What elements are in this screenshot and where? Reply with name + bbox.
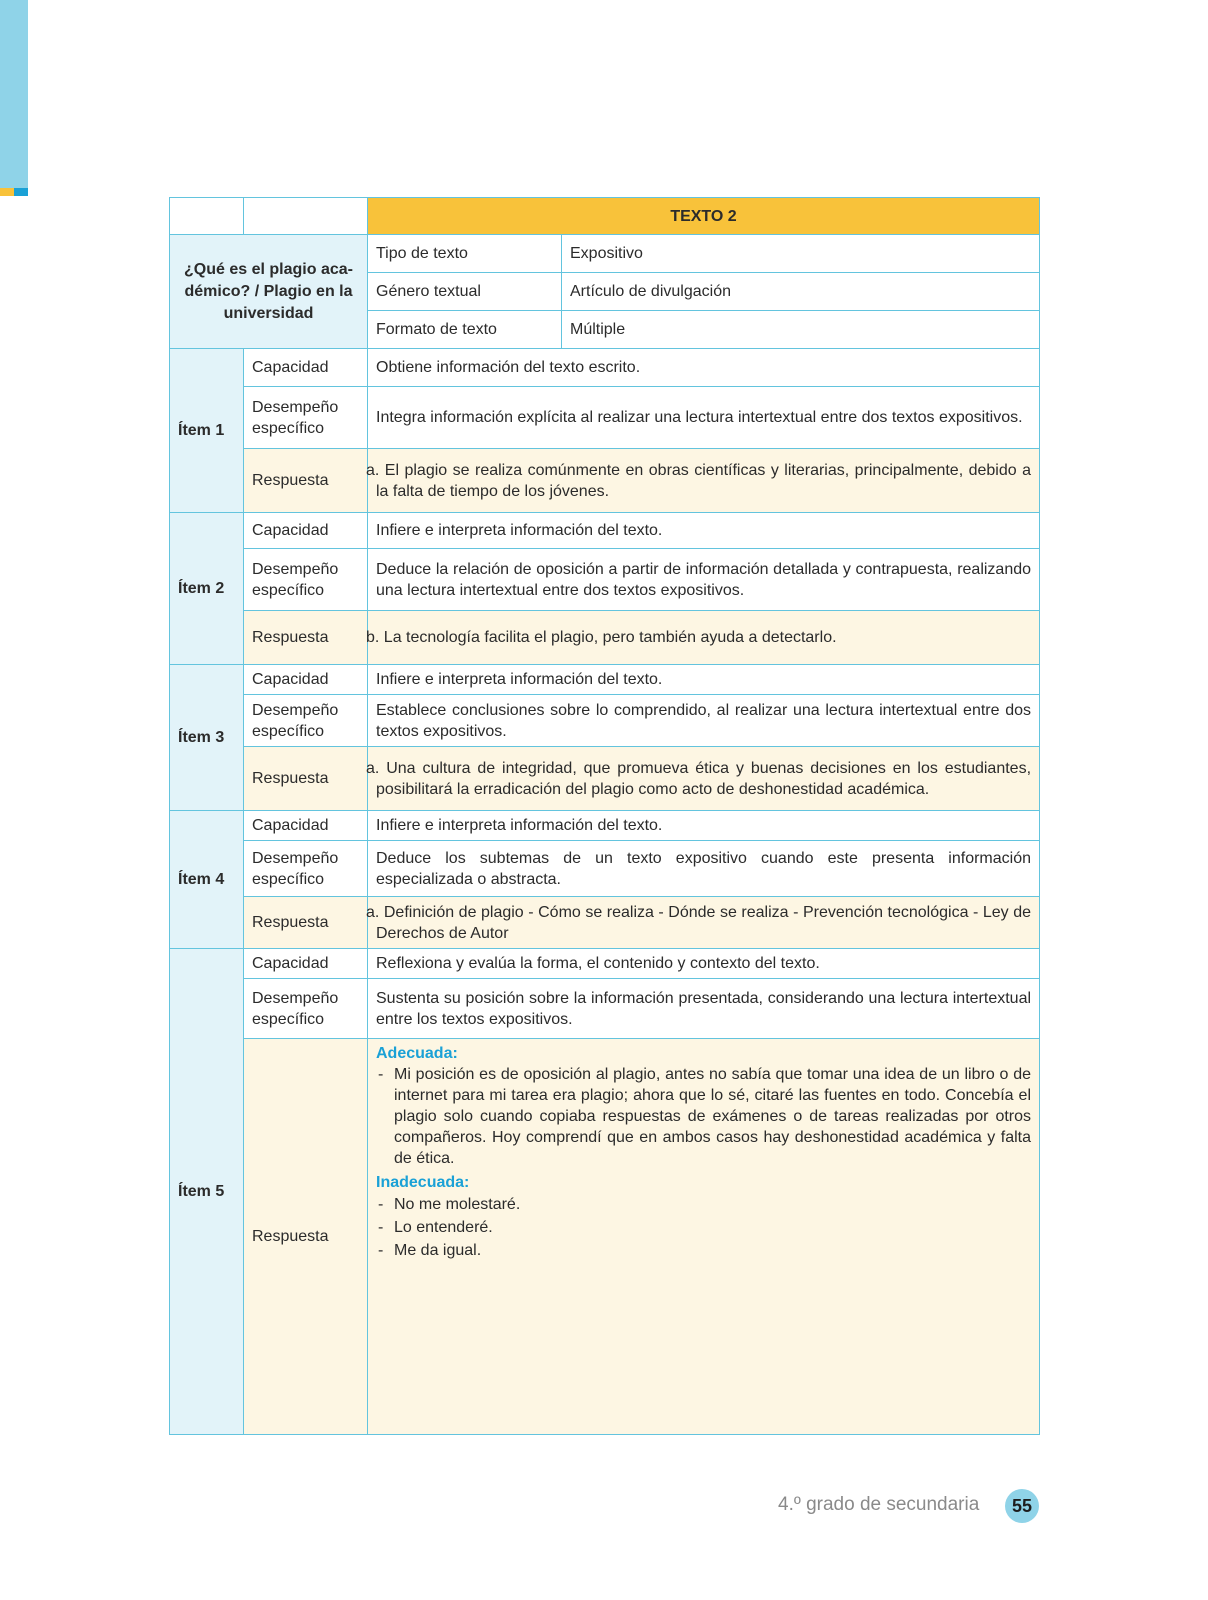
side-accent-yellow [0,188,14,196]
item-3-desempeno-label: Desempeño específico [244,695,368,747]
item-5-capacidad: Reflexiona y evalúa la forma, el contenido y contexto del texto. [368,949,1040,979]
item-3-label: Ítem 3 [170,665,244,811]
footer-grade: 4.º grado de secundaria [778,1494,980,1515]
item-1-capacidad: Obtiene información del texto escrito. [368,349,1040,387]
table-header-texto: TEXTO 2 [368,198,1040,235]
item-1-respuesta: a. El plagio se realiza comúnmente en obras científicas y literarias, principalmente, debido a la falta de tiempo de los jóvenes. [368,449,1040,513]
inadecuada-heading: Inadecuada: [376,1174,470,1191]
answer-key-table [169,197,1040,1435]
item-5-desempeno-label: Desempeño específico [244,979,368,1039]
side-accent-blue [14,188,28,196]
adecuada-answer: - Mi posición es de oposición al plagio, antes no sabía que tomar una idea de un libro o de internet para mi tarea era plagio; ahora que lo sé, citaré las fuentes en todo. Concebía el plagio solo cuando copiaba respuestas de exámenes o de tareas realizadas por otros compañeros. Hoy comprendí que en ambos casos hay deshonestidad académica y falta de ética. [376,1064,1031,1169]
item-2-capacidad: Infiere e interpreta información del texto. [368,513,1040,549]
item-2-desempeno-label: Desempeño específico [244,549,368,611]
adecuada-heading: Adecuada: [376,1045,458,1062]
item-4-respuesta-label: Respuesta [244,897,368,949]
page-number: 55 [1005,1489,1039,1523]
text-title-line-3: universidad [223,304,314,322]
item-2-capacidad-label: Capacidad [244,513,368,549]
item-2-respuesta: b. La tecnología facilita el plagio, pero también ayuda a detectarlo. [368,611,1040,665]
text-title-line-1: ¿Qué es el plagio aca- [184,260,353,278]
item-3-desempeno: Establece conclusiones sobre lo comprendido, al realizar una lectura intertextual entre dos textos expositivos. [368,695,1040,747]
item-1-respuesta-label: Respuesta [244,449,368,513]
text-title-cell [170,235,368,349]
item-1-label: Ítem 1 [170,349,244,513]
item-1-capacidad-label: Capacidad [244,349,368,387]
item-2-desempeno: Deduce la relación de oposición a partir de información detallada y contrapuesta, realizando una lectura intertextual entre dos textos expositivos. [368,549,1040,611]
info-value-genero: Artículo de divulgación [562,273,1040,311]
item-5-capacidad-label: Capacidad [244,949,368,979]
item-1-desempeno-label: Desempeño específico [244,387,368,449]
item-3-respuesta-label: Respuesta [244,747,368,811]
info-label-genero: Género textual [368,273,562,311]
item-3-capacidad-label: Capacidad [244,665,368,695]
item-5-label: Ítem 5 [170,949,244,1435]
side-decoration-bar [0,0,28,188]
item-4-label: Ítem 4 [170,811,244,949]
info-label-formato: Formato de texto [368,311,562,349]
item-4-desempeno: Deduce los subtemas de un texto expositivo cuando este presenta información especializada o abstracta. [368,841,1040,897]
item-2-respuesta-label: Respuesta [244,611,368,665]
item-4-capacidad: Infiere e interpreta información del texto. [368,811,1040,841]
info-value-tipo: Expositivo [562,235,1040,273]
item-4-capacidad-label: Capacidad [244,811,368,841]
adecuada-list [376,1064,1031,1169]
item-5-desempeno: Sustenta su posición sobre la información presentada, considerando una lectura intertextual entre los textos expositivos. [368,979,1040,1039]
item-3-respuesta: a. Una cultura de integridad, que promueva ética y buenas decisiones en los estudiantes, posibilitará la erradicación del plagio como acto de deshonestidad académica. [368,747,1040,811]
item-1-desempeno: Integra información explícita al realizar una lectura intertextual entre dos textos expositivos. [368,387,1040,449]
item-5-respuesta-label: Respuesta [244,1039,368,1435]
inadecuada-list [376,1193,1031,1262]
item-5-respuesta [368,1039,1040,1435]
inadecuada-answer-3: - Me da igual. [376,1239,1031,1262]
item-4-desempeno-label: Desempeño específico [244,841,368,897]
item-2-label: Ítem 2 [170,513,244,665]
info-label-tipo: Tipo de texto [368,235,562,273]
inadecuada-answer-2: - Lo entenderé. [376,1216,1031,1239]
inadecuada-answer-1: - No me molestaré. [376,1193,1031,1216]
info-value-formato: Múltiple [562,311,1040,349]
item-4-respuesta: a. Definición de plagio - Cómo se realiza - Dónde se realiza - Prevención tecnológica - Ley de Derechos de Autor [368,897,1040,949]
item-3-capacidad: Infiere e interpreta información del texto. [368,665,1040,695]
text-title-line-2: démico? / Plagio en la [184,282,353,300]
